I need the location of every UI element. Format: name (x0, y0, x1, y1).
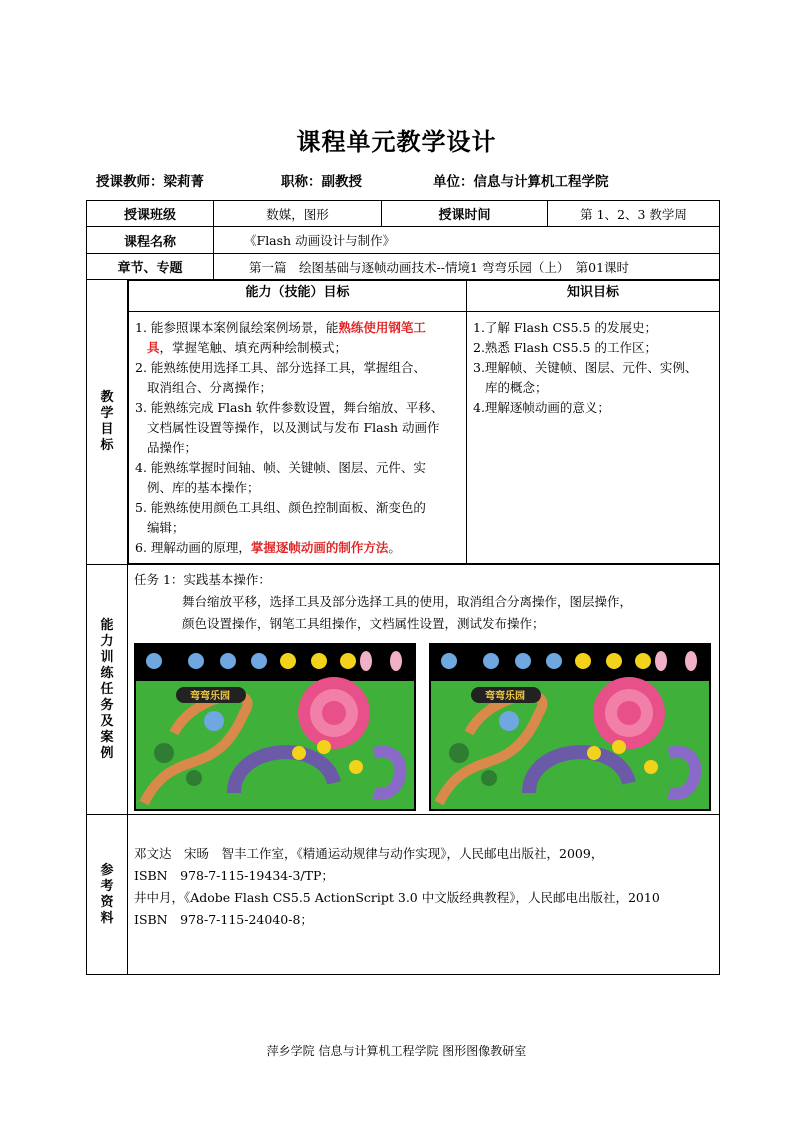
knowledge-list (467, 312, 719, 418)
design-table (86, 200, 720, 975)
tasks-cell (128, 565, 720, 815)
list-item: 3. 能熟练完成 Flash 软件参数设置，舞台缩放、平移、 文档属性设置等操作，以及测试与发布 Flash 动画作 品操作； (135, 400, 444, 455)
list-item: 1.了解 Flash CS5.5 的发展史； (473, 320, 657, 335)
ability-header: 能力（技能）目标 (129, 281, 467, 312)
reference-line: ISBN 978-7-115-24040-8； (134, 912, 313, 927)
time-value: 第 1、2、3 教学周 (548, 201, 720, 227)
knowledge-header: 知识目标 (467, 281, 720, 312)
svg-text:弯弯乐园: 弯弯乐园 (485, 691, 526, 702)
time-label: 授课时间 (382, 201, 548, 227)
cartoon-scene-image (134, 643, 416, 811)
svg-text:弯弯乐园: 弯弯乐园 (190, 691, 230, 702)
course-value: 《Flash 动画设计与制作》 (214, 227, 720, 254)
references-side-label: 参 考 资 料 (87, 815, 128, 975)
list-item: 2. 能熟练使用选择工具、部分选择工具，掌握组合、 取消组合、分离操作； (135, 360, 426, 395)
cartoon-scene-image (429, 643, 711, 811)
list-item: 6. 理解动画的原理，掌握逐帧动画的制作方法。 (135, 540, 401, 555)
course-label: 课程名称 (87, 227, 214, 254)
page-title: 课程单元教学设计 (296, 128, 497, 156)
list-item: 4. 能熟练掌握时间轴、帧、关键帧、图层、元件、实 例、库的基本操作； (135, 460, 426, 495)
ability-list (129, 312, 466, 558)
list-item: 5. 能熟练使用颜色工具组、颜色控制面板、渐变色的 编辑； (135, 500, 426, 535)
task-line: 颜色设置操作，钢笔工具组操作，文档属性设置，测试发布操作； (182, 616, 545, 631)
rank-label: 职称：副教授 (281, 174, 362, 190)
list-item: 3.理解帧、关键帧、图层、元件、实例、 库的概念； (473, 360, 698, 395)
task-line: 舞台缩放平移，选择工具及部分选择工具的使用，取消组合分离操作，图层操作， (182, 594, 633, 609)
list-item: 4.理解逐帧动画的意义； (473, 400, 610, 415)
class-label: 授课班级 (87, 201, 214, 227)
task-title: 任务 1：实践基本操作： (134, 572, 271, 587)
class-value: 数媒，图形 (214, 201, 382, 227)
reference-line: ISBN 978-7-115-19434-3/TP； (134, 868, 334, 883)
chapter-value: 第一篇 绘图基础与逐帧动画技术--情境1 弯弯乐园（上） 第01课时 (214, 254, 720, 280)
tasks-side-label: 能 力 训 练 任 务 及 案 例 (87, 565, 128, 815)
objectives-side-label: 教 学 目 标 (87, 280, 128, 565)
references-cell (128, 815, 720, 975)
teacher-label: 授课教师：梁莉菁 (96, 174, 204, 190)
list-item: 2.熟悉 Flash CS5.5 的工作区； (473, 340, 657, 355)
objectives-cell (128, 280, 720, 565)
page-footer: 萍乡学院 信息与计算机工程学院 图形图像教研室 (266, 1044, 527, 1058)
reference-line: 井中月，《Adobe Flash CS5.5 ActionScript 3.0 中文版经典教程》，人民邮电出版社，2010 (134, 890, 660, 905)
chapter-label: 章节、专题 (87, 254, 214, 280)
meta-line (0, 170, 793, 190)
list-item: 1. 能参照课本案例鼠绘案例场景，能熟练使用钢笔工 具，掌握笔触、填充两种绘制模式； (135, 320, 426, 355)
reference-line: 邓文达 宋旸 智丰工作室，《精通运动规律与动作实现》，人民邮电出版社，2009， (134, 846, 604, 861)
unit-label: 单位：信息与计算机工程学院 (433, 174, 609, 190)
